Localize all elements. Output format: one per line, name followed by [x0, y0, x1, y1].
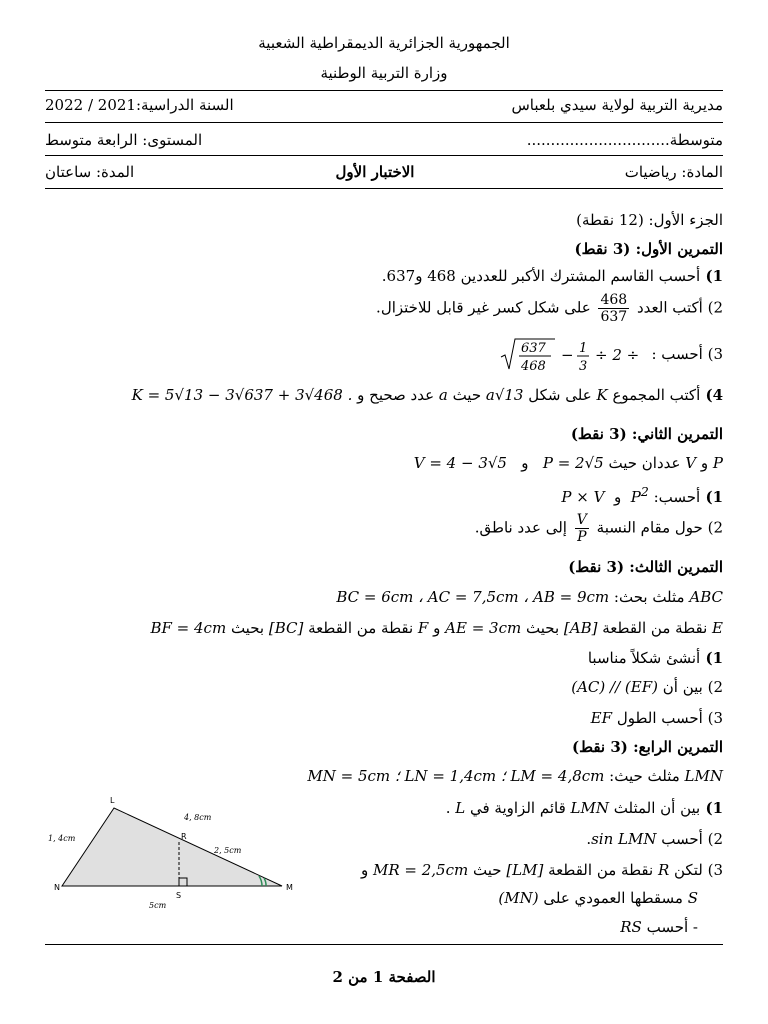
- ex4-title: التمرين الرابع: (3 نقط): [572, 738, 723, 756]
- ex3-line1: ABC مثلث بحث: BC = 6cm ، AC = 7,5cm ، AB = 9cm: [336, 588, 723, 606]
- label-R: R: [181, 832, 187, 841]
- ex4-q3: 3) لتكن R نقطة من القطعة [LM] حيث MR = 2,5cm و: [360, 861, 723, 879]
- ex4-q3-sub: - أحسب RS: [620, 918, 698, 936]
- part1-title: الجزء الأول: (12 نقطة): [576, 211, 723, 229]
- ex2-title: التمرين الثاني: (3 نقط): [570, 425, 723, 443]
- triangle-LMN: [62, 808, 282, 886]
- ex4-q2: 2) أحسب sin LMN.: [586, 830, 723, 848]
- school-year: السنة الدراسية:2021 / 2022: [45, 96, 234, 114]
- ex4-q1: 1) بين أن المثلث LMN قائم الزاوية في L .: [445, 799, 723, 817]
- level: المستوى: الرابعة متوسط: [45, 131, 203, 149]
- ex3-line2: E نقطة من القطعة [AB] بحيث AE = 3cm و F نقطة من القطعة [BC] بحيث BF = 4cm: [150, 619, 723, 637]
- svg-text:468: 468: [520, 359, 546, 374]
- ex2-q1: 1) أحسب: $P^2$ و P × V: [561, 484, 723, 506]
- ex1-title: التمرين الأول: (3 نقط): [574, 240, 723, 258]
- ex1-q3: 3) أحسب : 637 468 − 1 3 ÷ 2 ÷: [497, 335, 723, 375]
- ex1-q2: 2) أكتب العدد $\frac{468}{637}$ على شكل كسر غير قابل للاختزال.: [376, 292, 723, 325]
- ex2-intro: P و V عددان حيث P = 2√5 و V = 4 − 3√5: [413, 454, 723, 472]
- header-divider-2: [45, 122, 723, 123]
- ex4-q3-cont: S مسقطها العمودي على (MN): [498, 889, 698, 907]
- fraction-468-637: $\frac{468}{637}$: [600, 292, 628, 325]
- sqrt-expression: [497, 335, 647, 375]
- subject: المادة: رياضيات: [624, 163, 723, 181]
- triangle-figure: [44, 794, 304, 914]
- svg-text:÷ 2 ÷: ÷ 2 ÷: [594, 346, 639, 364]
- ex4-line1: LMN مثلث حيث: MN = 5cm ؛ LN = 1,4cm ؛ LM = 4,8cm: [307, 767, 723, 785]
- ex1-q1: 1) أحسب القاسم المشترك الأكبر للعددين 468 و637.: [381, 267, 723, 285]
- svg-text:3: 3: [578, 359, 587, 374]
- duration: المدة: ساعتان: [45, 163, 135, 181]
- label-NM: 5cm: [149, 901, 167, 910]
- svg-text:1: 1: [578, 341, 587, 356]
- label-L: L: [110, 796, 115, 805]
- header-divider-3: [45, 155, 723, 156]
- page-number: الصفحة 1 من 2: [332, 968, 436, 986]
- ministry-title: وزارة التربية الوطنية: [320, 64, 448, 82]
- school-name: متوسطة..............................: [526, 131, 723, 149]
- ex3-q2: 2) بين أن (AC) // (EF): [571, 678, 723, 696]
- label-M: M: [286, 883, 293, 892]
- label-N: N: [54, 883, 60, 892]
- header-divider-1: [45, 90, 723, 91]
- exam-title: الاختبار الأول: [335, 163, 415, 181]
- svg-text:637: 637: [520, 341, 546, 356]
- label-S: S: [176, 891, 182, 900]
- ex3-q1: 1) أنشئ شكلاً مناسبا: [587, 649, 723, 667]
- ex2-q2: 2) حول مقام النسبة $\frac{V}{P}$ إلى عدد ناطق.: [474, 512, 723, 545]
- ex3-q3: 3) أحسب الطول EF: [590, 709, 723, 727]
- label-RM: 2, 5cm: [214, 846, 242, 855]
- svg-text:−: −: [560, 346, 574, 364]
- label-LN: 1, 4cm: [48, 834, 76, 843]
- header-divider-4: [45, 188, 723, 189]
- footer-divider: [45, 944, 723, 945]
- ex3-title: التمرين الثالث: (3 نقط): [568, 558, 723, 576]
- republic-title: الجمهورية الجزائرية الديمقراطية الشعبية: [258, 34, 510, 52]
- label-LM: 4, 8cm: [184, 813, 212, 822]
- directorate: مديرية التربية لولاية سيدي بلعباس: [511, 96, 723, 114]
- ex1-q4: 4) أكتب المجموع K على شكل a√13 حيث a عدد صحيح و K = 5√13 − 3√637 + 3√468 .: [131, 386, 723, 404]
